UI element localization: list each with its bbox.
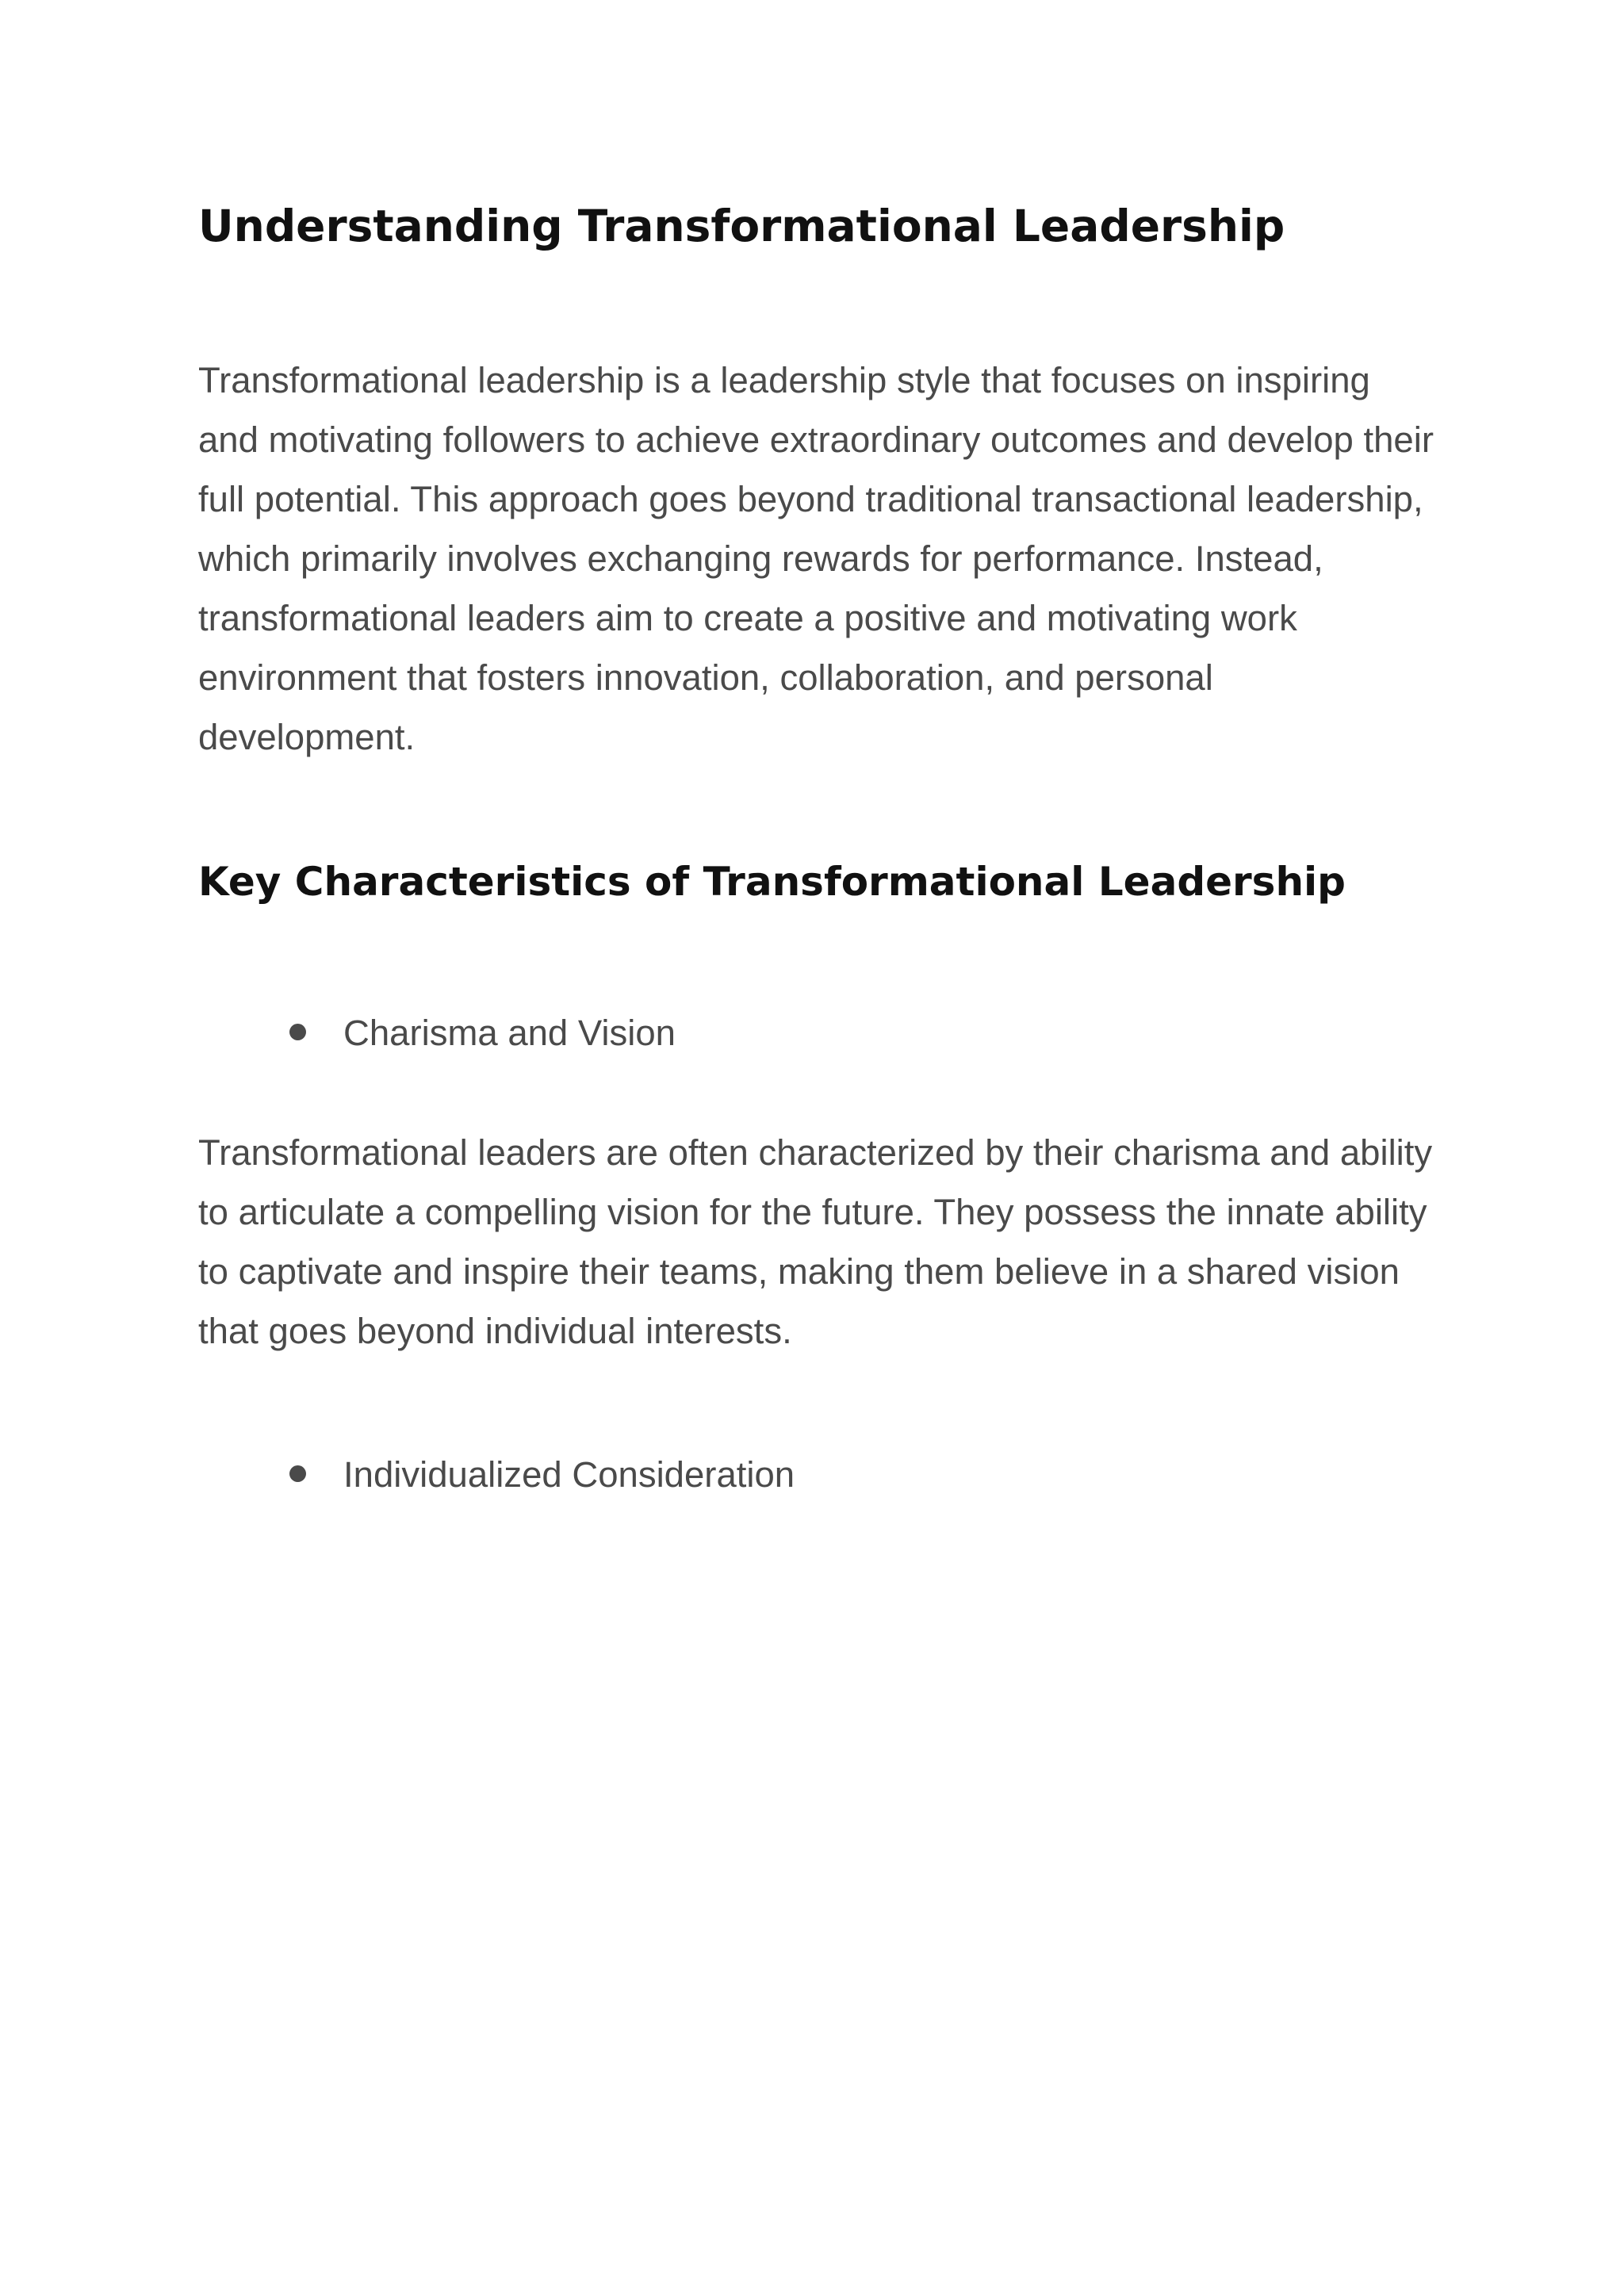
intro-paragraph: Transformational leadership is a leadership style that focuses on inspiring and motivating followers to achieve extraordinary outcomes and develop their full potential. This approach goes beyond traditional transactional leadership, which primarily involves exchanging rewards for performance. Instead, transformational leaders aim to create a positive and motivating work environment that fosters innovation, collaboration, and personal development. — [198, 360, 1434, 757]
list-item — [289, 1003, 676, 1063]
section-heading: Key Characteristics of Transformational Leadership — [198, 859, 1346, 905]
list-item-label: Charisma and Vision — [343, 1013, 676, 1053]
list-item-label: Individualized Consideration — [343, 1454, 795, 1495]
document-title: Understanding Transformational Leadership — [198, 201, 1285, 251]
bullet-icon — [289, 1024, 306, 1040]
charisma-paragraph: Transformational leaders are often characterized by their charisma and ability to articulate a compelling vision for the future. They possess the innate ability to captivate and inspire their teams, making them believe in a shared vision that goes beyond individual interests. — [198, 1132, 1433, 1351]
list-item — [289, 1445, 795, 1504]
bullet-icon — [289, 1465, 306, 1482]
